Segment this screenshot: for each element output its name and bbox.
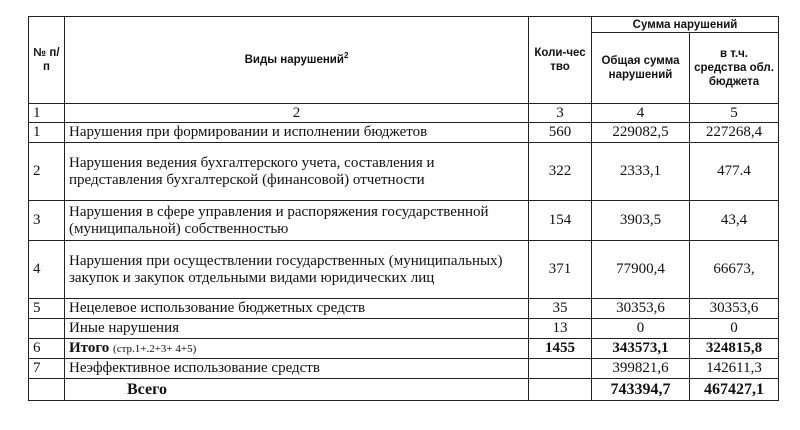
table-row: [29, 241, 779, 299]
vsego-row: [29, 379, 779, 401]
row-count: 322: [529, 143, 592, 201]
itogo-name: [65, 339, 529, 359]
row-count: 154: [529, 201, 592, 241]
itogo-no: 6: [29, 339, 65, 359]
violations-table: [28, 16, 779, 401]
ineff-budget: 142611,3: [690, 359, 779, 379]
row-budget: 477.4: [690, 143, 779, 201]
row-budget: 30353,6: [690, 299, 779, 319]
row-count: 560: [529, 123, 592, 143]
itogo-budget: 324815,8: [690, 339, 779, 359]
violations-table-container: [28, 16, 778, 401]
vsego-label: Всего: [65, 379, 529, 401]
row-name: Нарушения при осуществлении государственных (муниципальных) закупок и закупок отдельными видами юридических лиц: [65, 241, 529, 299]
vsego-no: [29, 379, 65, 401]
row-count: 35: [529, 299, 592, 319]
row-no: 4: [29, 241, 65, 299]
row-total: 0: [592, 319, 690, 339]
row-total: 3903,5: [592, 201, 690, 241]
table-row: [29, 123, 779, 143]
header-sum-total: Общая сумма нарушений: [592, 33, 690, 104]
row-budget: 227268,4: [690, 123, 779, 143]
header-type-label: Виды нарушений: [244, 54, 344, 66]
row-name: Нарушения ведения бухгалтерского учета, составления и представления бухгалтерской (финансовой) отчетности: [65, 143, 529, 201]
row-no: 2: [29, 143, 65, 201]
header-sum-budget: в т.ч. средства обл. бюджета: [690, 33, 779, 104]
ineff-name: Неэффективное использование средств: [65, 359, 529, 379]
header-type-sup: 2: [343, 51, 349, 61]
row-total: 229082,5: [592, 123, 690, 143]
col-number-2: 2: [65, 104, 529, 123]
row-name: Нецелевое использование бюджетных средств: [65, 299, 529, 319]
row-no: 5: [29, 299, 65, 319]
row-total: 2333,1: [592, 143, 690, 201]
row-total: 30353,6: [592, 299, 690, 319]
ineff-total: 399821,6: [592, 359, 690, 379]
row-no: 1: [29, 123, 65, 143]
row-budget: 0: [690, 319, 779, 339]
row-count: 371: [529, 241, 592, 299]
itogo-label: Итого: [69, 339, 110, 356]
vsego-budget: 467427,1: [690, 379, 779, 401]
header-sum-group: Сумма нарушений: [592, 17, 779, 33]
col-number-4: 4: [592, 104, 690, 123]
itogo-row: [29, 339, 779, 359]
header-count: Коли-чество: [529, 17, 592, 104]
ineff-no: 7: [29, 359, 65, 379]
vsego-count: [529, 379, 592, 401]
header-row-1: [29, 17, 779, 33]
table-row: [29, 143, 779, 201]
itogo-note: (стр.1+.2+3+ 4+5): [113, 342, 197, 355]
col-number-1: 1: [29, 104, 65, 123]
table-row: [29, 319, 779, 339]
header-no: № п/п: [29, 17, 65, 104]
row-no: 3: [29, 201, 65, 241]
table-row: [29, 201, 779, 241]
itogo-count: 1455: [529, 339, 592, 359]
row-no: [29, 319, 65, 339]
row-name: Нарушения в сфере управления и распоряжения государственной (муниципальной) собственностью: [65, 201, 529, 241]
row-count: 13: [529, 319, 592, 339]
row-budget: 43,4: [690, 201, 779, 241]
ineff-row: [29, 359, 779, 379]
col-number-5: 5: [690, 104, 779, 123]
vsego-total: 743394,7: [592, 379, 690, 401]
col-number-3: 3: [529, 104, 592, 123]
header-type: [65, 17, 529, 104]
row-name: Иные нарушения: [65, 319, 529, 339]
column-numbers-row: [29, 104, 779, 123]
itogo-total: 343573,1: [592, 339, 690, 359]
row-name: Нарушения при формировании и исполнении бюджетов: [65, 123, 529, 143]
row-budget: 66673,: [690, 241, 779, 299]
table-row: [29, 299, 779, 319]
row-total: 77900,4: [592, 241, 690, 299]
ineff-count: [529, 359, 592, 379]
